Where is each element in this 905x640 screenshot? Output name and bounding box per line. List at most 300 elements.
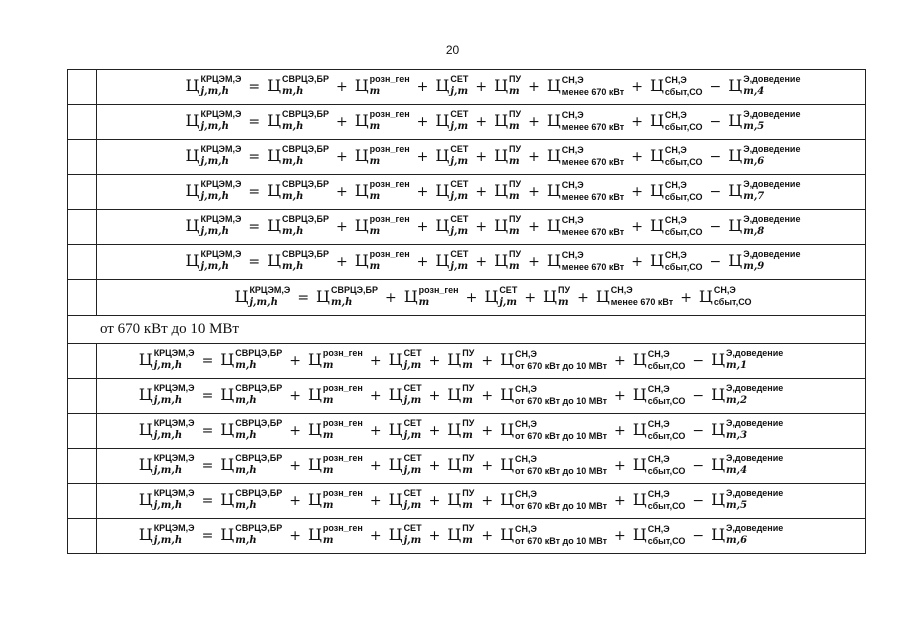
price-symbol: Ц [728,111,743,130]
sn-term [500,525,607,547]
operator: + [428,458,441,474]
sn-term [596,287,673,309]
price-symbol: Ц [447,420,462,439]
operator: + [475,149,488,165]
lhs-term [186,216,242,238]
superscript: СЕТ [450,144,469,154]
price-symbol: Ц [711,525,726,544]
superscript: КРЦЭМ,Э [200,249,242,259]
table-row [68,413,865,448]
superscript: розн_ген [369,144,410,154]
superscript: Э,доведение [726,418,784,428]
superscript: КРЦЭМ,Э [200,109,242,119]
price-symbol: Ц [500,525,515,545]
superscript: СЕТ [403,348,422,358]
superscript: СН,Э [664,109,687,120]
rozn-term [308,350,363,372]
operator: + [631,114,643,130]
subscript: j,m,h [153,465,183,476]
price-formula [138,350,785,372]
lhs-term [234,284,291,309]
price-symbol: Ц [138,420,153,439]
subscript: m,h [235,395,257,406]
table-row [68,244,865,279]
subscript: m [322,395,334,406]
subscript: m,1 [726,360,748,371]
price-symbol: Ц [316,286,330,306]
superscript: СВРЦЭ,БР [331,284,378,295]
subscript: m [369,156,381,167]
dov-term [728,111,800,133]
subscript: m [322,430,334,441]
subscript: менее 670 кВт [561,156,625,167]
subscript: m,7 [743,191,765,202]
section-row [68,315,865,343]
subscript: сбыт,СО [647,535,686,546]
subscript: от 670 кВт до 10 МВт [515,395,608,406]
subscript: j,m,h [200,261,229,272]
superscript: розн_ген [322,488,363,498]
table-row [68,518,865,553]
superscript: ПУ [462,523,475,533]
operator: + [416,184,429,200]
rozn-term [355,76,410,98]
price-symbol: Ц [220,385,235,404]
formula-cell [97,379,865,413]
price-symbol: Ц [354,111,369,130]
operator: + [416,254,429,270]
lhs-term [139,455,195,477]
lhs-term [186,146,242,168]
price-symbol: Ц [632,525,647,545]
superscript: розн_ген [322,348,363,358]
price-symbol: Ц [494,251,509,270]
price-symbol: Ц [403,286,418,306]
operator: = [201,458,214,474]
subscript: m,2 [726,395,748,406]
operator: + [475,184,488,200]
operator: + [369,493,382,509]
price-formula [185,181,802,203]
price-symbol: Ц [185,111,200,130]
superscript: КРЦЭМ,Э [200,74,242,84]
sbyt-term [650,111,703,133]
operator: − [692,423,705,439]
superscript: СН,Э [664,144,687,155]
operator: + [335,254,348,270]
lhs-term [186,181,242,203]
operator: + [680,289,692,306]
price-symbol: Ц [267,111,282,130]
superscript: Э,доведение [743,109,801,119]
price-symbol: Ц [435,76,450,95]
operator: + [289,388,301,404]
subscript: сбыт,СО [647,360,686,371]
sn-term [500,350,607,372]
operator: − [692,458,705,474]
superscript: СН,Э [561,249,584,260]
operator: + [577,289,589,306]
table-row [68,448,865,483]
price-symbol: Ц [711,385,726,404]
price-symbol: Ц [234,286,249,306]
superscript: СВРЦЭ,БР [235,453,283,463]
subscript: j,m [450,191,469,202]
subscript: j,m [450,226,469,237]
lhs-term [139,525,195,547]
svr-term [220,420,282,442]
left-column-cell [68,140,97,174]
table-row [68,343,865,378]
superscript: розн_ген [322,453,363,463]
operator: + [481,353,494,369]
subscript: сбыт,СО [664,156,703,167]
operator: + [631,79,643,95]
superscript: СН,Э [664,179,687,190]
superscript: СН,Э [610,285,633,296]
operator: = [201,493,214,509]
superscript: Э,доведение [726,523,784,533]
subscript: j,m,h [200,156,229,167]
price-symbol: Ц [649,76,664,96]
superscript: КРЦЭМ,Э [153,488,195,498]
operator: + [528,219,540,235]
superscript: СЕТ [450,179,469,189]
subscript: сбыт,СО [664,261,703,272]
superscript: розн_ген [369,179,410,189]
sn-term [547,181,624,203]
set-term [435,111,468,133]
price-symbol: Ц [388,455,403,474]
superscript: СЕТ [403,488,422,498]
price-symbol: Ц [220,525,235,544]
price-symbol: Ц [220,420,235,439]
subscript: j,m,h [153,430,183,441]
pu-term [447,350,474,372]
subscript: менее 670 кВт [610,297,674,308]
superscript: Э,доведение [743,74,801,84]
pu-term [447,490,474,512]
operator: + [475,79,488,95]
subscript: j,m,h [200,191,229,202]
rozn-term [403,284,459,309]
operator: + [481,528,494,544]
subscript: сбыт,СО [664,226,703,237]
superscript: СН,Э [713,285,736,296]
price-symbol: Ц [185,181,200,200]
subscript: от 670 кВт до 10 МВт [515,500,608,511]
subscript: j,m,h [153,500,183,511]
superscript: ПУ [509,74,522,84]
operator: + [528,254,540,270]
operator: + [428,423,441,439]
operator: + [475,254,488,270]
superscript: СВРЦЭ,БР [282,109,329,119]
rozn-term [355,216,410,238]
operator: − [692,388,705,404]
superscript: розн_ген [369,109,410,119]
superscript: СН,Э [647,383,670,394]
subscript: m,4 [726,465,748,476]
subscript: менее 670 кВт [561,86,625,97]
price-symbol: Ц [728,216,743,235]
superscript: СВРЦЭ,БР [282,214,329,224]
left-column-cell [68,70,97,104]
operator: + [631,149,643,165]
sn-term [547,76,624,98]
superscript: СН,Э [561,144,584,155]
price-symbol: Ц [494,111,509,130]
price-symbol: Ц [698,286,713,306]
superscript: СЕТ [403,418,422,428]
superscript: КРЦЭМ,Э [200,179,242,189]
set-term [435,251,468,273]
operator: + [369,528,382,544]
operator: + [481,388,494,404]
superscript: розн_ген [322,523,363,533]
subscript: сбыт,СО [664,86,703,97]
subscript: m,5 [726,500,748,511]
price-symbol: Ц [649,146,664,166]
operator: − [709,114,722,130]
price-symbol: Ц [307,490,322,509]
price-symbol: Ц [435,181,450,200]
left-column-cell [68,210,97,244]
operator: + [335,79,348,95]
pu-term [447,420,474,442]
operator: + [614,528,626,544]
subscript: сбыт,СО [647,395,686,406]
rozn-term [308,455,363,477]
lhs-term [139,350,195,372]
subscript: m,h [282,226,304,237]
superscript: СН,Э [515,348,537,359]
price-symbol: Ц [711,490,726,509]
set-term [435,216,468,238]
left-column-cell [68,105,97,139]
superscript: СЕТ [499,284,518,295]
operator: − [709,149,722,165]
operator: = [201,528,214,544]
operator: = [201,388,214,404]
price-formula [185,111,802,133]
operator: + [428,493,441,509]
superscript: СЕТ [403,453,422,463]
superscript: ПУ [462,348,475,358]
operator: + [416,219,429,235]
superscript: ПУ [462,488,475,498]
price-symbol: Ц [267,216,282,235]
subscript: m [462,395,473,406]
subscript: j,m,h [200,226,229,237]
price-symbol: Ц [388,525,403,544]
subscript: от 670 кВт до 10 МВт [515,465,608,476]
subscript: m [509,121,520,132]
sn-term [547,111,624,133]
operator: + [335,184,348,200]
subscript: сбыт,СО [713,297,752,308]
set-term [484,284,518,309]
operator: − [709,184,722,200]
superscript: СВРЦЭ,БР [235,488,283,498]
lhs-term [186,76,242,98]
left-column-cell [68,414,97,448]
left-column-cell [68,484,97,518]
subscript: m,3 [726,430,748,441]
price-symbol: Ц [435,251,450,270]
superscript: ПУ [462,383,475,393]
superscript: Э,доведение [743,214,801,224]
subscript: j,m [403,395,422,406]
set-term [389,490,422,512]
operator: − [692,528,705,544]
lhs-term [186,251,242,273]
price-symbol: Ц [546,146,561,166]
left-column-cell [68,175,97,209]
operator: + [335,114,348,130]
formula-cell [97,175,865,209]
price-symbol: Ц [500,420,515,440]
operator: + [524,289,537,306]
price-symbol: Ц [632,385,647,405]
price-symbol: Ц [546,216,561,236]
price-symbol: Ц [388,385,403,404]
subscript: m,h [235,465,257,476]
dov-term [728,181,800,203]
subscript: j,m,h [249,296,278,308]
subscript: j,m [403,465,422,476]
subscript: m [369,86,381,97]
price-symbol: Ц [649,181,664,201]
subscript: m [509,86,520,97]
pu-term [494,181,521,203]
superscript: Э,доведение [726,383,784,393]
pu-term [494,146,521,168]
superscript: СН,Э [647,418,670,429]
dov-term [711,490,783,512]
operator: = [201,353,214,369]
price-symbol: Ц [728,76,743,95]
subscript: от 670 кВт до 10 МВт [515,360,608,371]
subscript: менее 670 кВт [561,191,625,202]
svr-term [220,385,282,407]
superscript: Э,доведение [726,488,784,498]
sn-term [500,385,607,407]
set-term [389,420,422,442]
operator: + [614,353,626,369]
formula-cell [97,140,865,174]
price-symbol: Ц [728,251,743,270]
price-formula [138,385,785,407]
sbyt-term [633,385,686,407]
superscript: ПУ [509,109,522,119]
pu-term [494,216,521,238]
operator: + [428,353,441,369]
svr-term [220,455,282,477]
svr-term [267,76,329,98]
subscript: m,h [282,86,304,97]
superscript: СН,Э [515,488,537,499]
subscript: менее 670 кВт [561,121,625,132]
sbyt-term [633,350,686,372]
sbyt-term [650,181,703,203]
superscript: розн_ген [322,418,363,428]
operator: − [709,219,722,235]
superscript: СН,Э [561,214,584,225]
operator: + [475,219,488,235]
dov-term [711,525,783,547]
set-term [435,76,468,98]
price-symbol: Ц [354,251,369,270]
price-symbol: Ц [728,181,743,200]
dov-term [711,455,783,477]
subscript: сбыт,СО [664,191,703,202]
superscript: СН,Э [561,179,584,190]
superscript: СВРЦЭ,БР [235,418,283,428]
price-symbol: Ц [632,420,647,440]
superscript: КРЦЭМ,Э [153,383,195,393]
subscript: m,8 [743,226,765,237]
operator: + [416,149,429,165]
price-symbol: Ц [649,111,664,131]
superscript: Э,доведение [743,144,801,154]
subscript: j,m [450,86,469,97]
subscript: менее 670 кВт [561,226,625,237]
subscript: m [322,500,334,511]
price-symbol: Ц [354,76,369,95]
subscript: m,h [235,360,257,371]
operator: − [709,254,722,270]
rozn-term [308,420,363,442]
price-symbol: Ц [307,385,322,404]
operator: = [248,254,261,270]
sbyt-term [633,490,686,512]
price-symbol: Ц [500,490,515,510]
operator: + [481,493,494,509]
price-formula [138,455,785,477]
svr-term [316,284,378,309]
dov-term [728,251,800,273]
operator: + [369,423,382,439]
superscript: ПУ [509,214,522,224]
pu-term [494,111,521,133]
dov-term [711,385,783,407]
price-symbol: Ц [307,420,322,439]
operator: + [631,219,643,235]
rozn-term [355,251,410,273]
operator: + [481,423,494,439]
superscript: СЕТ [403,383,422,393]
subscript: j,m [403,360,422,371]
superscript: КРЦЭМ,Э [200,214,242,224]
price-symbol: Ц [494,216,509,235]
operator: + [289,458,301,474]
subscript: j,m,h [200,86,229,97]
superscript: розн_ген [322,383,363,393]
subscript: m [462,430,473,441]
operator: + [528,114,540,130]
svr-term [220,350,282,372]
superscript: СН,Э [515,383,537,394]
price-symbol: Ц [728,146,743,165]
subscript: m [509,226,520,237]
price-symbol: Ц [546,181,561,201]
superscript: СН,Э [561,109,584,120]
sn-term [547,251,624,273]
price-symbol: Ц [307,350,322,369]
sbyt-term [699,287,752,309]
subscript: от 670 кВт до 10 МВт [515,430,608,441]
